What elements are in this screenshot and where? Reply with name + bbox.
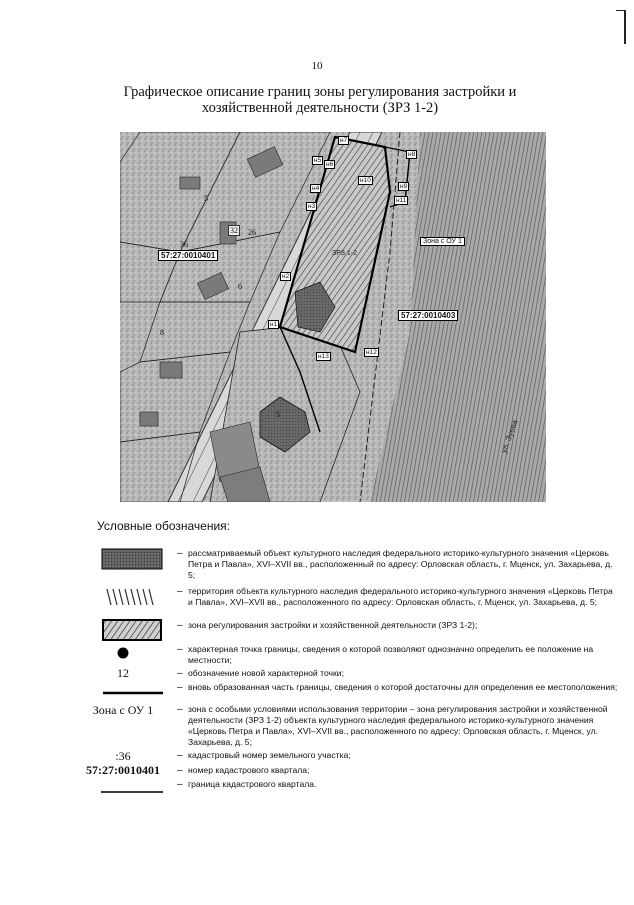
legend-item-quarter-number — [74, 765, 604, 779]
legend-dash: – — [177, 644, 183, 655]
legend-text: номер кадастрового квартала; — [188, 765, 310, 775]
point-label: н4 — [312, 185, 320, 192]
title-line-1: Графическое описание границ зоны регулирования застройки и — [123, 84, 517, 100]
legend-item-point — [74, 644, 604, 668]
point-label: н3 — [308, 203, 316, 210]
legend-symbol-new-point: 12 — [117, 666, 129, 680]
legend-item-zrz — [74, 618, 604, 644]
parcel-number: 6 — [238, 282, 242, 291]
legend-symbol-point — [74, 646, 172, 664]
point-label: н9 — [400, 183, 408, 190]
parcel-number: 8 — [160, 328, 164, 337]
legend-symbol-parcel-number: :36 — [115, 749, 131, 763]
point-label: н10 — [360, 177, 371, 184]
legend-item-heritage-territory — [74, 584, 613, 618]
title-line-2: хозяйственной деятельности (ЗРЗ 1-2) — [201, 100, 439, 116]
point-label: н13 — [318, 353, 329, 360]
legend-text: территория объекта культурного наследия федерального историко-культурного значения «Церковь Петра и Павла», XVI–XVII вв., расположенного по адресу: Орловская область, г. Мценск, ул. Захарьева, д. 5; — [188, 586, 613, 607]
legend-symbol-quarter-border — [74, 784, 172, 799]
legend-text: обозначение новой характерной точки; — [188, 668, 344, 678]
legend-text: рассматриваемый объект культурного наследия федерального историко-культурного значения «Церковь Петра и Павла», XVI–XVII вв., расположенный по адресу: Орловская область, г. Мценск, ул. Захарьева, д. 5; — [188, 548, 613, 580]
parcel-number: 36 — [180, 240, 188, 249]
legend-dash: – — [177, 704, 183, 715]
cadastral-map — [120, 132, 546, 502]
legend-dash: – — [177, 586, 183, 597]
legend-item-new-point — [74, 668, 604, 682]
quarter-label-left: 57:27:0010401 — [158, 250, 218, 261]
legend-item-new-border — [74, 682, 618, 704]
street-label: ул. Зуева — [499, 418, 520, 455]
legend-text: кадастровый номер земельного участка; — [188, 750, 351, 760]
parcel-number: 32 — [230, 226, 238, 235]
point-label: н1 — [270, 321, 278, 328]
point-label: н7 — [340, 137, 348, 144]
legend-dash: – — [177, 620, 183, 631]
legend-text: зона регулирования застройки и хозяйственной деятельности (ЗРЗ 1-2); — [188, 620, 478, 630]
legend-item-parcel-number — [74, 750, 604, 764]
legend-dash: – — [177, 548, 183, 559]
legend-dash: – — [177, 779, 183, 790]
point-label: н6 — [326, 161, 334, 168]
parcel-number: 26 — [248, 228, 256, 237]
legend-text: вновь образованная часть границы, сведения о которой достаточны для определения ее местоположения; — [188, 682, 618, 692]
point-label: н12 — [366, 349, 377, 356]
legend-text: граница кадастрового квартала. — [188, 779, 317, 789]
parcel-number: 5 — [276, 410, 280, 419]
legend-dash: – — [177, 668, 183, 679]
legend-symbol-heritage-territory — [74, 586, 172, 612]
legend-dash: – — [177, 750, 183, 761]
legend-symbol-zone-ou: Зона с ОУ 1 — [92, 703, 154, 717]
legend-item-quarter-border — [74, 779, 604, 793]
parcel-number: 5 — [204, 194, 208, 203]
legend-text: зона с особыми условиями использования территории – зона регулирования застройки и хозяйственной деятельности (ЗРЗ 1-2) объекта культурного наследия федерального историко-культурного значения «Церковь Петра и Павла», XVI–XVII вв., расположенного по адресу: Орловская область, г. Мценск, ул. Захарьева, д. 5; — [188, 704, 608, 747]
point-label: н2 — [282, 273, 290, 280]
page-title — [90, 84, 550, 116]
legend-symbol-new-border — [74, 685, 172, 700]
point-label: н8 — [408, 151, 416, 158]
legend-symbol-zrz — [74, 618, 172, 646]
legend-item-heritage-object — [74, 546, 613, 582]
legend-dash: – — [177, 765, 183, 776]
page-number: 10 — [311, 60, 323, 72]
corner-mark-tick — [616, 10, 626, 11]
point-label: н5 — [314, 157, 322, 164]
zone-label-map: Зона с ОУ 1 — [420, 237, 465, 246]
legend-symbol-heritage-object — [74, 548, 172, 574]
zone-inner-label: ЗРЗ 1-2 — [332, 250, 358, 257]
legend-dash: – — [177, 682, 183, 693]
legend-title: Условные обозначения: — [97, 519, 230, 533]
legend-item-zone-ou — [74, 703, 608, 750]
legend-text: характерная точка границы, сведения о которой позволяют однозначно определить ее положение на местности; — [188, 644, 594, 665]
quarter-label-right: 57:27:0010403 — [398, 310, 458, 321]
legend-symbol-quarter-number: 57:27:0010401 — [86, 763, 160, 777]
point-label: н11 — [396, 197, 407, 204]
corner-mark — [624, 10, 626, 44]
